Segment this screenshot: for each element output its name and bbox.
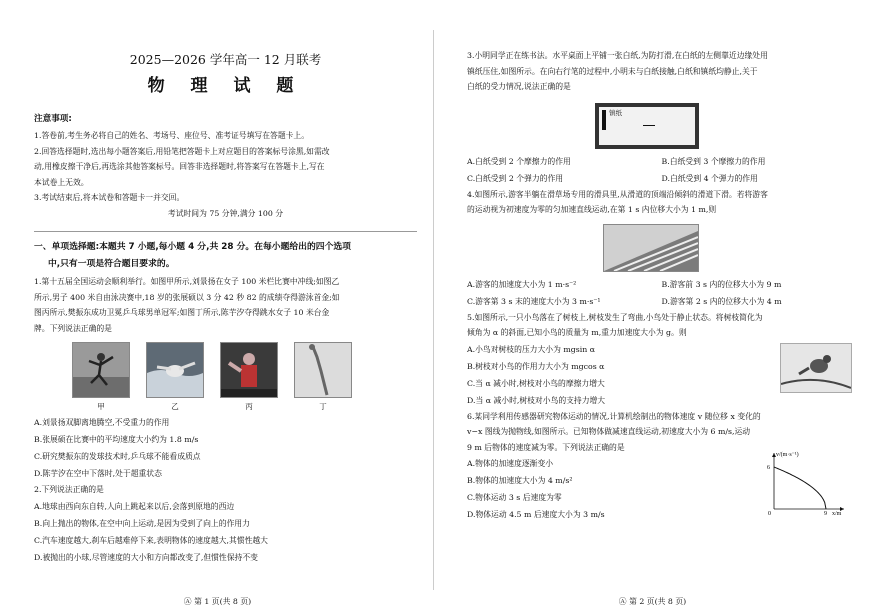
y-tick-label: 6 bbox=[767, 465, 770, 471]
caption-yi: 乙 bbox=[171, 402, 179, 411]
q3-stem: 白纸的受力情况,说法正确的是 bbox=[467, 82, 571, 91]
page-1-footer: Ⓐ 第 1 页(共 8 页) bbox=[183, 597, 252, 606]
origin-label: 0 bbox=[768, 511, 771, 515]
q1-stem: 所示,男子 400 米自由泳决赛中,18 岁的张展硕以 3 分 42 秒 82 的成绩夺得游泳首金;如 bbox=[34, 292, 340, 302]
section-separator bbox=[34, 231, 417, 232]
photo-table-tennis bbox=[220, 342, 278, 398]
q3-option-d: D.白纸受到 4 个弹力的作用 bbox=[661, 173, 758, 183]
note-line: 3.考试结束后,将本试卷和答题卡一并交回。 bbox=[34, 193, 185, 202]
q1-stem: 1.第十五届全国运动会顺利举行。如图甲所示,刘景扬在女子 100 米栏比赛中冲线;如图乙 bbox=[34, 277, 340, 286]
photo-hurdler bbox=[72, 342, 130, 398]
q2-option-d: D.被抛出的小球,尽管速度的大小和方向都改变了,但惯性保持不变 bbox=[34, 552, 258, 562]
q2-option-c: C.汽车速度越大,刹车后越难停下来,表明物体的速度越大,其惯性越大 bbox=[34, 535, 268, 545]
q3-option-c: C.白纸受到 2 个弹力的作用 bbox=[467, 173, 564, 183]
q1-stem: 图丙所示,樊振东成功卫冕乒乓球男单冠军;如图丁所示,陈芋汐夺得跳水女子 10 米台金 bbox=[34, 308, 330, 317]
note-line: 动,用橡皮擦干净后,再选涂其他答案标号。回答非选择题时,将答案写在答题卡上,写在 bbox=[34, 162, 325, 171]
exam-title: 2025—2026 学年高一 12 月联考 bbox=[129, 52, 322, 67]
q3-option-a: A.白纸受到 2 个摩擦力的作用 bbox=[467, 156, 571, 166]
q4-option-b: B.游客前 3 s 内的位移大小为 9 m bbox=[661, 279, 782, 289]
paperweight-label: 镇纸 bbox=[609, 108, 622, 117]
y-axis-label: v/(m·s⁻¹) bbox=[776, 452, 799, 458]
section-1-heading: 一、单项选择题:本题共 7 小题,每小题 4 分,共 28 分。在每小题给出的四个选项 bbox=[34, 242, 351, 252]
q1-option-c: C.研究樊振东的发球技术时,乒乓球不能看成质点 bbox=[34, 452, 201, 461]
q4-option-d: D.游客第 2 s 内的位移大小为 4 m bbox=[661, 296, 782, 306]
q4-option-a: A.游客的加速度大小为 1 m·s⁻² bbox=[467, 279, 577, 289]
photo-diver bbox=[294, 342, 352, 398]
photo-swimmer bbox=[146, 342, 204, 398]
q1-stem: 牌。下列说法正确的是 bbox=[34, 323, 112, 333]
q5-option-d: D.当 α 减小时,树枝对小鸟的支持力增大 bbox=[467, 395, 606, 405]
q6-option-d: D.物体运动 4.5 m 后速度大小为 3 m/s bbox=[467, 510, 605, 519]
q4-option-c: C.游客第 3 s 末的速度大小为 3 m·s⁻¹ bbox=[467, 296, 601, 306]
x-tick-label: 9 bbox=[824, 511, 827, 515]
q5-option-a: A.小鸟对树枝的压力大小为 mgsin α bbox=[467, 344, 595, 354]
x-axis-label: x/m bbox=[832, 511, 842, 515]
q1-option-d: D.陈芋汐在空中下落时,处于超重状态 bbox=[34, 469, 162, 478]
q6-stem: v−x 图线为抛物线,如图所示。已知物体做减速直线运动,初速度大小为 6 m/s,运动 bbox=[467, 427, 751, 436]
q5-option-c: C.当 α 减小时,树枝对小鸟的摩擦力增大 bbox=[467, 378, 605, 388]
exam-subject: 物 理 试 题 bbox=[147, 76, 304, 96]
q3-stem: 镇纸压住,如图所示。在向右行笔的过程中,小明未与白纸接触,白纸和镇纸均静止,关于 bbox=[467, 66, 758, 76]
photo-captions bbox=[72, 401, 417, 412]
paperweight-bar bbox=[602, 110, 606, 130]
q6-option-b: B.物体的加速度大小为 4 m/s² bbox=[467, 476, 573, 485]
q2-option-b: B.向上抛出的物体,在空中向上运动,是因为受到了向上的作用力 bbox=[34, 518, 250, 528]
brush-stroke bbox=[643, 125, 655, 127]
caption-bing: 丙 bbox=[245, 402, 253, 411]
section-1-heading-cont: 中,只有一项是符合题目要求的。 bbox=[48, 259, 175, 269]
page-2 bbox=[435, 0, 870, 615]
q5-block bbox=[467, 341, 856, 409]
q4-stem: 4.如图所示,游客半躺在滑草场专用的滑具里,从滑道的顶端沿倾斜的滑道下滑。若将游客 bbox=[467, 189, 768, 199]
q2-stem: 2.下列说法正确的是 bbox=[34, 485, 104, 494]
q2-option-a: A.地球由西向东自转,人向上跳起来以后,会落到原地的西边 bbox=[34, 501, 235, 511]
q6-option-c: C.物体运动 3 s 后速度为零 bbox=[467, 493, 562, 502]
q1-option-b: B.张展硕在比赛中的平均速度大小约为 1.8 m/s bbox=[34, 435, 199, 444]
q6-stem: 9 m 后物体的速度减为零。下列说法正确的是 bbox=[467, 442, 625, 452]
note-line: 本试卷上无效。 bbox=[34, 177, 89, 187]
q3-option-b: B.白纸受到 3 个摩擦力的作用 bbox=[661, 156, 766, 166]
q5-stem: 倾角为 α 的斜面,已知小鸟的质量为 m,重力加速度大小为 g。则 bbox=[467, 328, 687, 337]
page-2-footer: Ⓐ 第 2 页(共 8 页) bbox=[618, 597, 687, 606]
axis-arrows bbox=[772, 453, 844, 511]
q1-option-a: A.刘景扬双脚离地腾空,不受重力的作用 bbox=[34, 418, 170, 427]
q4-options bbox=[467, 276, 856, 310]
caption-ding: 丁 bbox=[319, 402, 327, 411]
v-x-curve bbox=[774, 467, 826, 509]
note-line: 2.回答选择题时,选出每小题答案后,用铅笔把答题卡上对应题目的答案标号涂黑,如需改 bbox=[34, 146, 330, 156]
exam-time: 考试时间为 75 分钟,满分 100 分 bbox=[167, 208, 284, 218]
q3-stem: 3.小明同学正在练书法。水平桌面上平铺一张白纸,为防打滑,在白纸的左侧靠近边缘处用 bbox=[467, 51, 768, 60]
note-line: 1.答卷前,考生务必将自己的姓名、考场号、座位号、准考证号填写在答题卡上。 bbox=[34, 131, 310, 140]
q6-stem: 6.某同学利用传感器研究物体运动的情况,计算机绘制出的物体速度 v 随位移 x 变化的 bbox=[467, 411, 761, 421]
q6-option-a: A.物体的加速度逐渐变小 bbox=[467, 459, 554, 468]
q4-grass-slide-photo bbox=[603, 224, 699, 272]
q3-figure bbox=[595, 103, 699, 149]
q5-bird-photo bbox=[780, 343, 852, 393]
notes-heading: 注意事项: bbox=[34, 114, 72, 124]
q5-stem: 5.如图所示,一只小鸟落在了树枝上,树枝发生了弯曲,小鸟处于静止状态。将树枝简化为 bbox=[467, 312, 763, 322]
q4-stem: 的运动视为初速度为零的匀加速直线运动,在第 1 s 内位移大小为 1 m,则 bbox=[467, 205, 717, 214]
q3-options bbox=[467, 153, 856, 187]
q5-option-b: B.树枝对小鸟的作用力大小为 mgcos α bbox=[467, 361, 605, 371]
q6-block bbox=[467, 452, 856, 523]
v-x-graph bbox=[760, 449, 850, 515]
caption-jia: 甲 bbox=[97, 402, 105, 411]
q1-photos bbox=[72, 342, 417, 398]
